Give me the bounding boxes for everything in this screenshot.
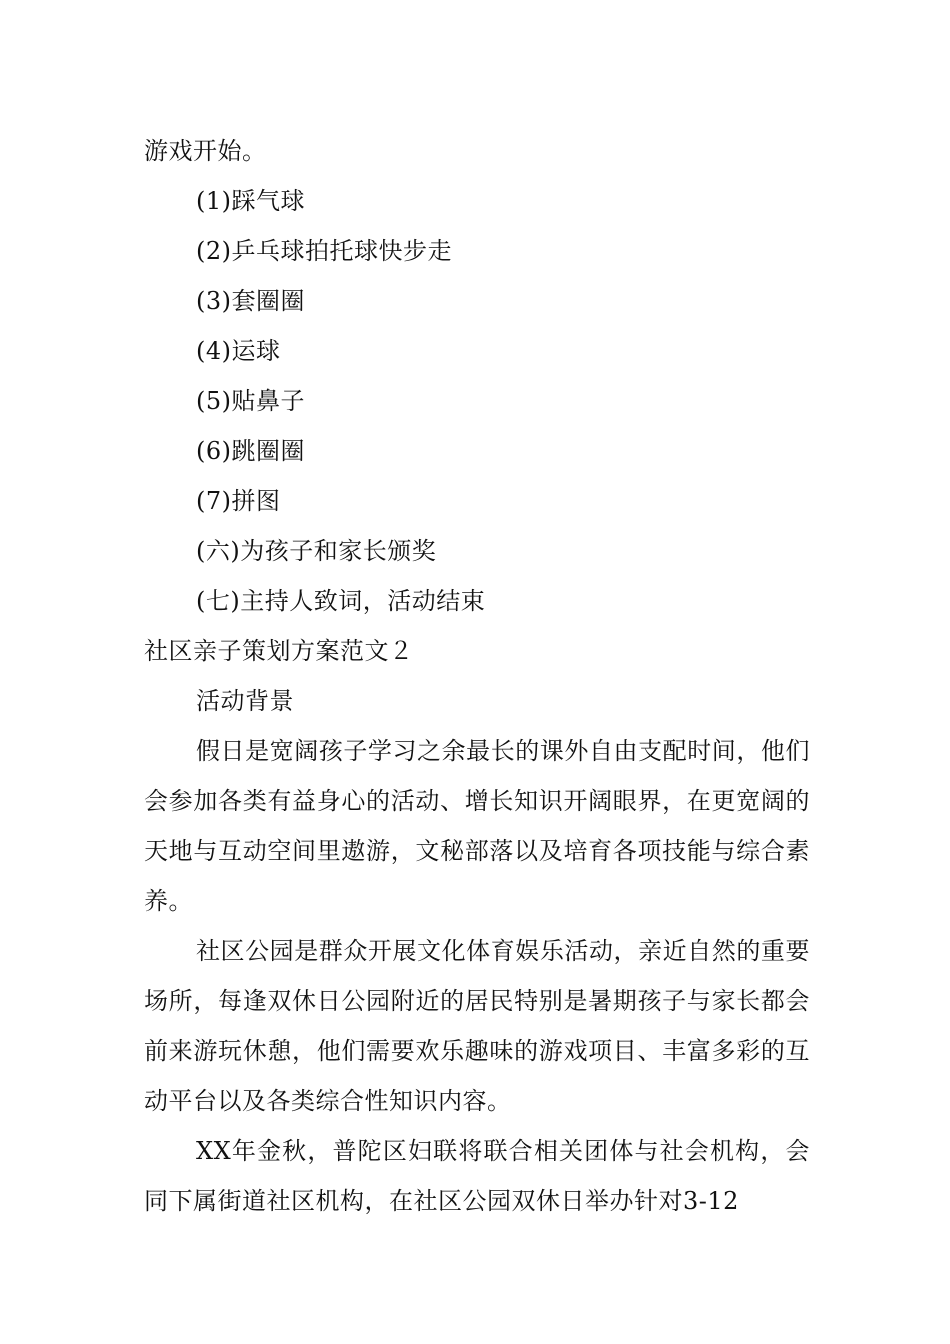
list-item-game-5: (5)贴鼻子	[196, 387, 305, 415]
list-item-game-4: (4)运球	[196, 337, 281, 365]
list-item-game-3: (3)套圈圈	[196, 287, 305, 315]
list-item-game-7: (7)拼图	[196, 487, 281, 515]
list-item-closing: (七)主持人致词，活动结束	[196, 587, 486, 615]
paragraph-park: 社区公园是群众开展文化体育娱乐活动，亲近自然的重要场所，每逢双休日公园附近的居民特别是暑期孩子与家长都会前来游玩休憩，他们需要欢乐趣味的游戏项目、丰富多彩的互动平台以及各类综合性知识内容。	[144, 937, 810, 1115]
list-item-game-6: (6)跳圈圈	[196, 437, 305, 465]
text-line-game-start: 游戏开始。	[144, 137, 267, 165]
paragraph-holiday: 假日是宽阔孩子学习之余最长的课外自由支配时间，他们会参加各类有益身心的活动、增长知识开阔眼界，在更宽阔的天地与互动空间里遨游，文秘部落以及培育各项技能与综合素养。	[144, 737, 810, 915]
list-item-game-2: (2)乒乓球拍托球快步走	[196, 237, 452, 265]
subheading-background: 活动背景	[196, 687, 294, 715]
list-item-award: (六)为孩子和家长颁奖	[196, 537, 437, 565]
paragraph-event: XX年金秋，普陀区妇联将联合相关团体与社会机构，会同下属街道社区机构，在社区公园双休日举办针对3-12	[144, 1137, 810, 1215]
document-body	[144, 126, 810, 1226]
section-title: 社区亲子策划方案范文２	[144, 637, 414, 665]
list-item-game-1: (1)踩气球	[196, 187, 305, 215]
